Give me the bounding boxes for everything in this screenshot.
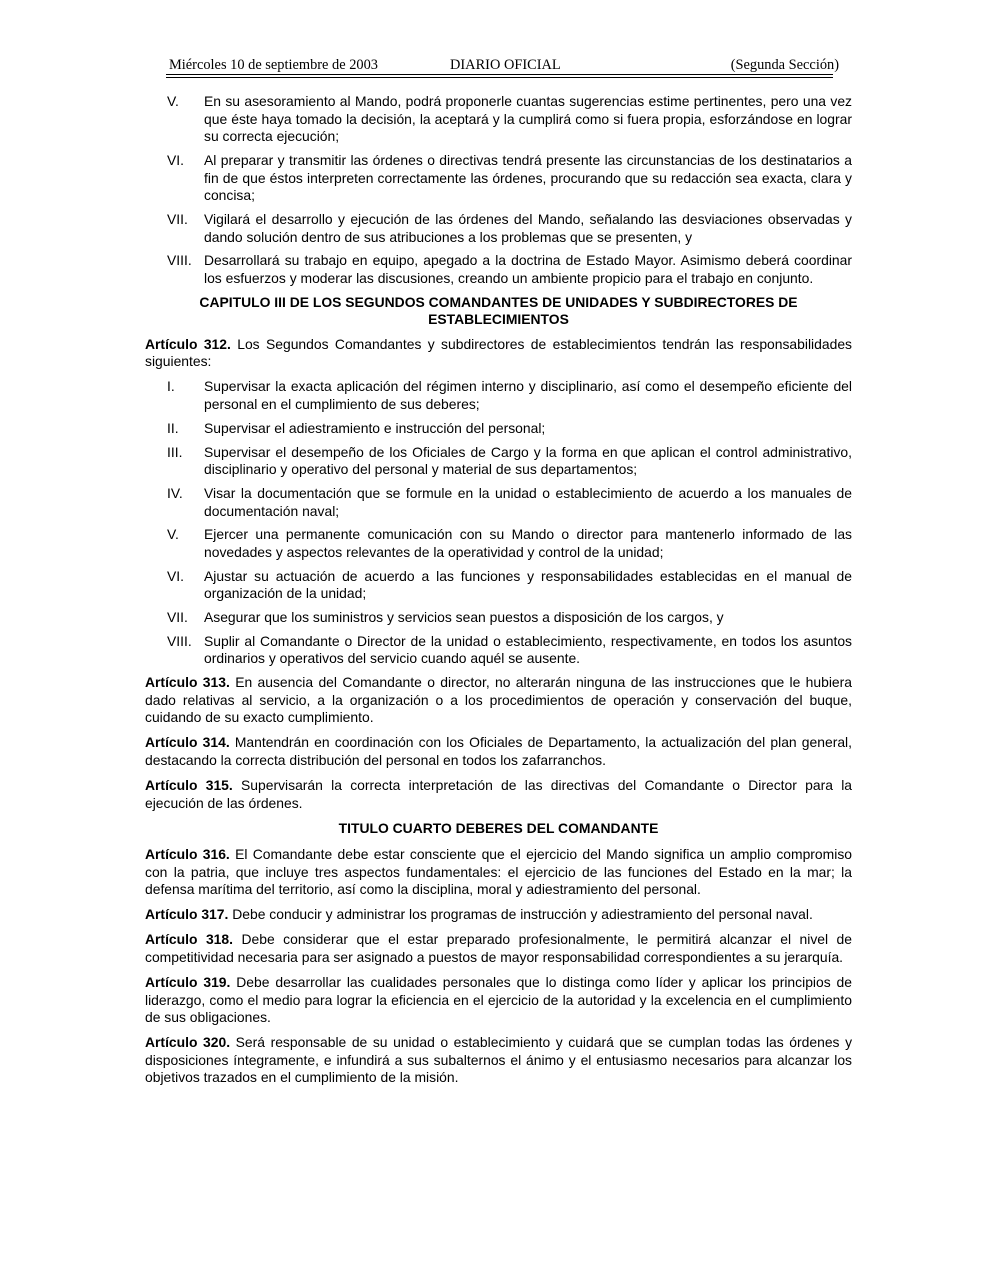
list-number: VIII. [167,632,192,649]
list-text: Ejercer una permanente comunicación con su Mando o director para mantenerlo informado de las novedades y aspectos relevantes de la operatividad y control de la unidad; [204,526,852,560]
list-number: VII. [167,210,188,227]
article-label: Artículo 318. [145,931,233,948]
document-body [145,93,852,1094]
list-item [145,252,852,287]
article-text: Debe considerar que el estar preparado profesionalmente, le permitirá alcanzar el nivel de competitividad necesaria para ser asignado a puestos de mayor responsabilidad correspondientes a su jerarquía. [145,931,853,965]
article-label: Artículo 313. [145,674,230,691]
list-number: V. [167,93,179,109]
header-section: (Segunda Sección) [730,57,839,73]
list-number: VIII. [167,252,192,269]
article-label: Artículo 316. [145,846,230,863]
list-number: VII. [167,609,188,626]
list-text: En su asesoramiento al Mando, podrá proponerle cuantas sugerencias estime pertinentes, pero una vez que éste haya tomado la decisión, la aceptará y la cumplirá como si fuera propia, esforzándose en lograr su correcta ejecución; [204,93,852,145]
chapter-heading: CAPITULO III DE LOS SEGUNDOS COMANDANTES DE UNIDADES Y SUBDIRECTORES DE ESTABLECIMIENTOS [199,293,798,328]
list-number: I. [167,378,175,395]
header-rule-bottom [166,77,833,78]
article-label: Artículo 312. [145,335,231,352]
list-number: VI. [167,151,184,168]
list-text: Ajustar su actuación de acuerdo a las funciones y responsabilidades establecidas en el manual de organización de la unidad; [204,567,852,602]
article-label: Artículo 315. [145,777,233,794]
list-item [145,568,852,603]
header-publication: DIARIO OFICIAL [450,57,561,73]
article-text: Mantendrán en coordinación con los Oficiales de Departamento, la actualización del plan general, destacando la correcta distribución del personal en todos los zafarranchos. [145,734,853,769]
article-315 [145,777,852,812]
title-heading: TITULO CUARTO DEBERES DEL COMANDANTE [338,819,659,836]
list-text: Al preparar y transmitir las órdenes o directivas tendrá presente las circunstancias de los destinatarios a fin de que éstos interpreten correctamente las órdenes, procurando que su redacción sea exacta, clara y concisa; [204,151,852,204]
list-item [145,485,852,520]
article-label: Artículo 320. [145,1034,231,1051]
list-item [145,211,852,246]
list-text: Vigilará el desarrollo y ejecución de las órdenes del Mando, señalando las desviaciones observadas y dando solución dentro de sus atribuciones a los problemas que se presenten, y [204,210,852,245]
article-text: Será responsable de su unidad o establecimiento y cuidará que se cumplan todas las órdenes y disposiciones íntegramente, e infundirá a sus subalternos el ánimo y el entusiasmo necesarios para alcanzar los objetivos trazados en el cumplimiento de la misión. [145,1034,853,1086]
article-314 [145,734,852,769]
article-318 [145,931,852,966]
list-item [145,93,852,146]
list-number: III. [167,443,183,460]
list-item [145,526,852,561]
list-text: Supervisar la exacta aplicación del régimen interno y disciplinario, así como el desempeño eficiente del personal en el cumplimiento de sus deberes; [204,378,852,413]
article-text: Los Segundos Comandantes y subdirectores de establecimientos tendrán las responsabilidades siguientes: [145,335,852,370]
article-text: El Comandante debe estar consciente que el ejercicio del Mando significa un amplio compromiso con la patria, que incluye tres aspectos fundamentales: el ejercicio de las funciones del Estado en la mar; la defensa marítima del territorio, así como la disciplina, moral y adiestramiento del personal. [145,846,852,898]
article-text: En ausencia del Comandante o director, no alterarán ninguna de las instrucciones que le hubiera dado relativas al servicio, a la organización o a los procedimientos de operación y conservación del buque, cuidando de su exacto cumplimiento. [145,674,852,726]
article-312 [145,336,852,371]
article-313 [145,674,852,727]
article-317 [145,906,852,924]
article-text: Debe conducir y administrar los programas de instrucción y adiestramiento del personal naval. [228,906,813,923]
list-number: IV. [167,484,183,501]
list-item [145,378,852,413]
header-date: Miércoles 10 de septiembre de 2003 [169,57,379,73]
list-item [145,609,852,627]
list-item [145,152,852,205]
list-number: VI. [167,567,184,584]
list-text: Desarrollará su trabajo en equipo, apegado a la doctrina de Estado Mayor. Asimismo deberá coordinar los esfuerzos y moderar las discusiones, creando un ambiente propicio para el trabajo en conjunto. [204,252,852,286]
list-number: V. [167,526,179,543]
article-319 [145,974,852,1027]
article-label: Artículo 317. [145,906,229,923]
header-rule-top [166,74,833,75]
article-label: Artículo 314. [145,734,230,751]
list-text: Supervisar el desempeño de los Oficiales de Cargo y la forma en que aplican el control administrativo, disciplinario y operativo del personal y material de sus departamentos; [204,443,852,478]
list-text: Visar la documentación que se formule en la unidad o establecimiento de acuerdo a los manuales de documentación naval; [204,484,852,519]
list-number: II. [167,419,179,436]
article-text: Supervisarán la correcta interpretación de las directivas del Comandante o Director para la ejecución de las órdenes. [145,777,852,811]
list-item [145,444,852,479]
list-item [145,420,852,438]
article-text: Debe desarrollar las cualidades personales que lo distinga como líder y aplicar los principios de liderazgo, como el medio para lograr la eficiencia en el ejercicio de la autoridad y la excelencia en el cumplimiento de sus obligaciones. [145,973,852,1026]
article-316 [145,846,852,899]
list-text: Supervisar el adiestramiento e instrucción del personal; [204,419,546,436]
list-text: Asegurar que los suministros y servicios sean puestos a disposición de los cargos, y [204,609,724,626]
list-text: Suplir al Comandante o Director de la unidad o establecimiento, respectivamente, en todos los asuntos ordinarios y operativos del servicio cuando aquél se ausente. [204,632,852,667]
article-label: Artículo 319. [145,973,231,990]
list-item [145,633,852,668]
article-320 [145,1034,852,1087]
